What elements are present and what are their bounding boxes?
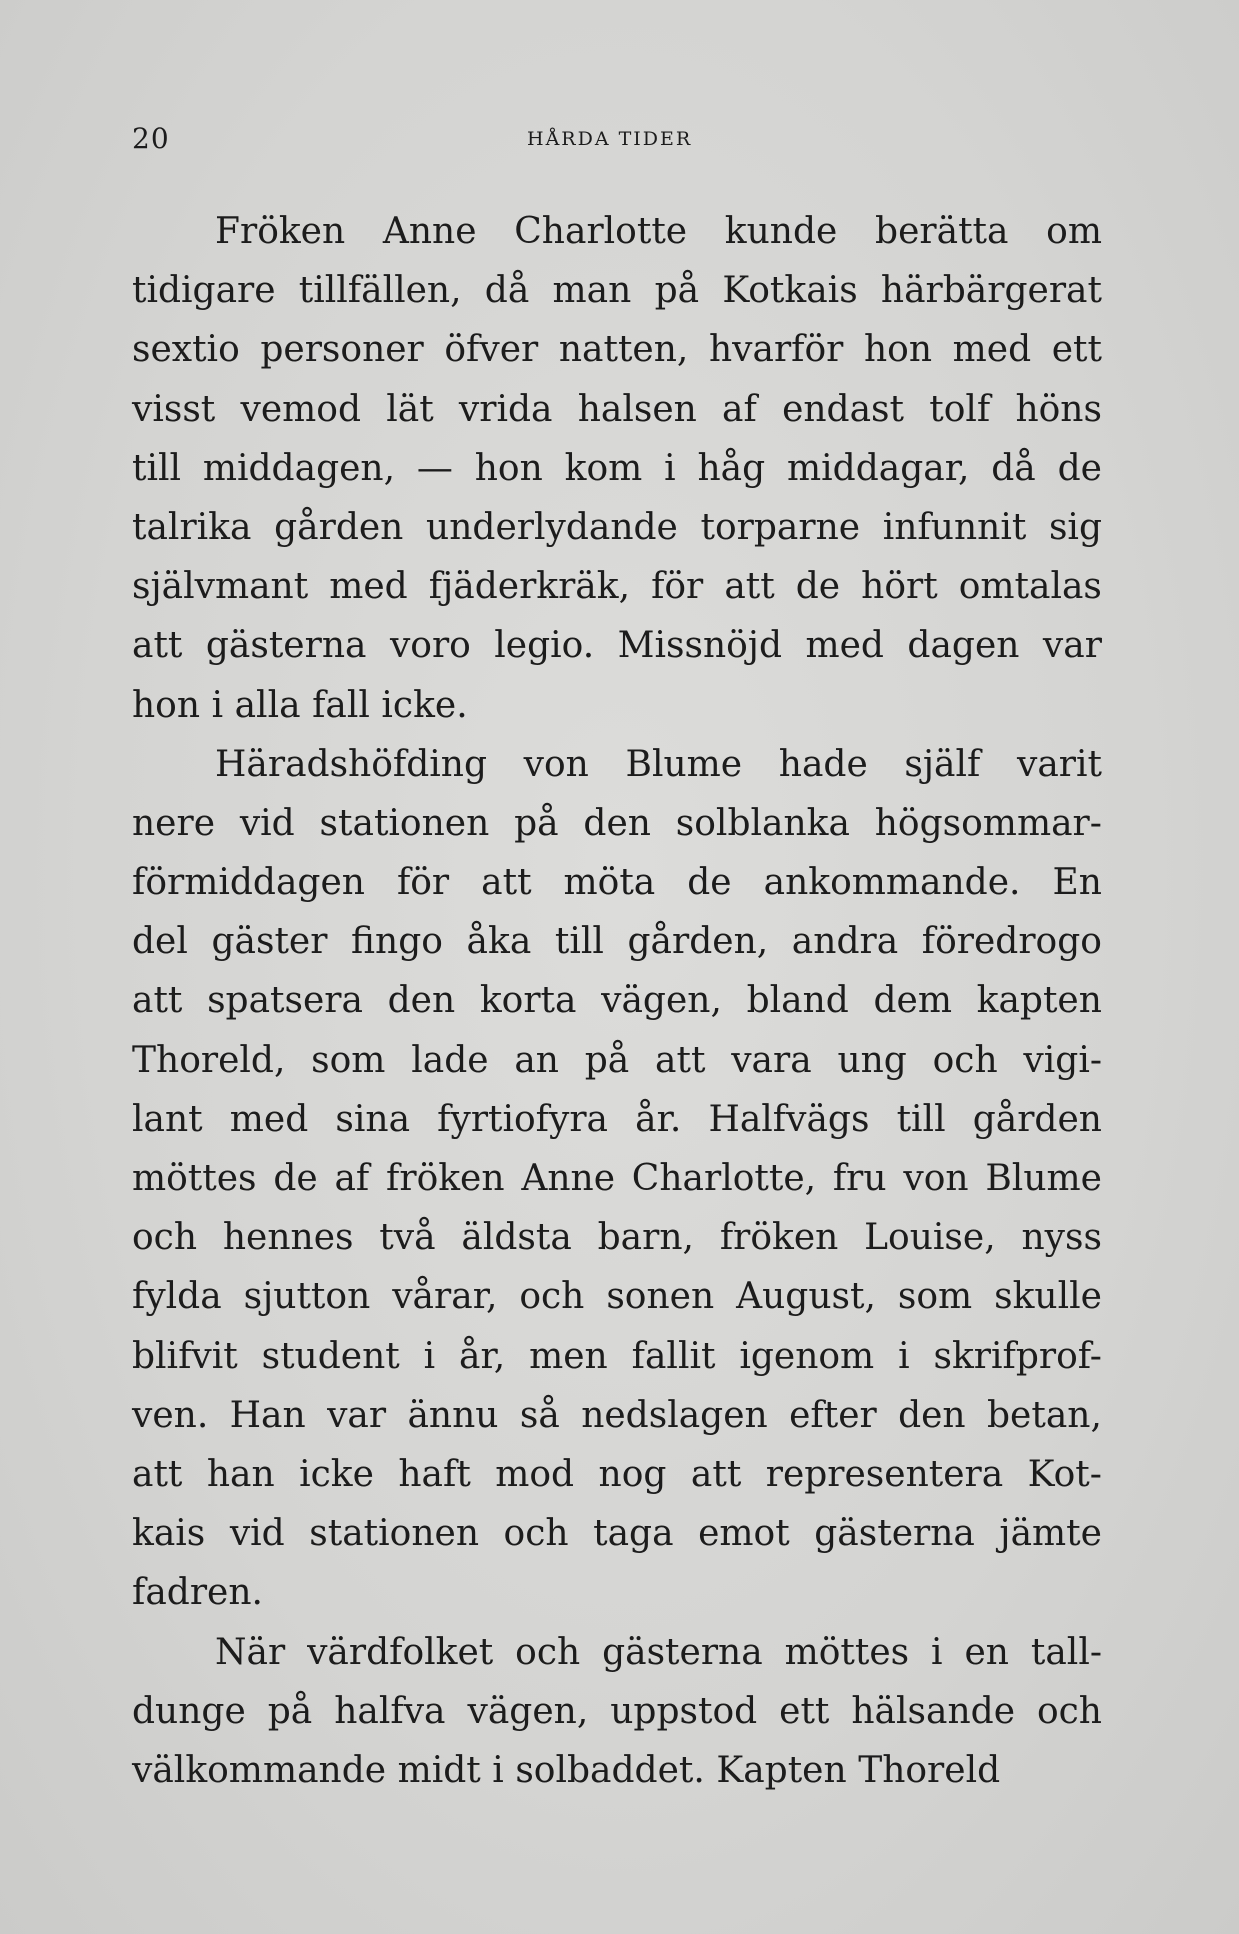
word: på [267,1690,313,1732]
word: ung [837,1039,907,1081]
word: af [334,1158,370,1199]
word: på [654,270,700,312]
word: fjäderkräk, [428,566,631,608]
word: Fröken [215,211,346,252]
text-line [132,1445,1102,1504]
word: fröken [719,1217,839,1259]
word: vrida [458,388,553,430]
word: men [529,1335,608,1377]
word: att [481,862,532,904]
word: gården, [627,921,769,963]
text-line [132,794,1102,853]
word: stationen [319,802,490,844]
word: och [515,1631,581,1673]
word: själf [904,743,981,785]
word: — [416,447,453,489]
word: han [206,1453,275,1495]
text-line [132,735,1102,794]
text-line [132,1267,1102,1326]
word: de [1057,447,1102,489]
word: Charlotte [514,211,688,252]
word: solbaddet. [515,1749,705,1791]
text-line [132,1741,1102,1800]
word: Anne [521,1158,616,1199]
word: vägen, [601,980,722,1022]
word: hört [861,566,938,608]
word: fadren. [132,1572,263,1614]
word: endast [782,388,905,430]
word: talrika [132,506,252,548]
word: hälsande [851,1690,1015,1732]
word: år. [635,1098,682,1140]
word: skulle [994,1276,1102,1318]
word: sina [335,1098,411,1140]
word: Thoreld [858,1749,1001,1791]
word: stationen [309,1513,479,1555]
word: kunde [724,211,838,252]
word: som [311,1039,386,1081]
word: man [552,270,632,312]
text-line [132,498,1102,557]
word: Häradshöfding [215,743,488,785]
word: spatsera [207,980,363,1022]
running-title: HÅRDA TIDER [527,128,693,150]
word: halfva [334,1690,446,1732]
word: de [273,1158,318,1199]
word: nyss [1021,1217,1102,1259]
word: kais [132,1513,206,1555]
text-line [132,676,1102,735]
word: nedslagen [581,1394,768,1436]
word: på [584,1039,630,1081]
word: an [514,1039,559,1081]
word: med [805,625,884,667]
word: Kotkais [722,270,858,312]
word: gården [972,1098,1102,1140]
word: i [492,1749,504,1791]
body-text [132,202,1102,1800]
word: representera [765,1453,1004,1495]
word: vemod [240,388,361,430]
word: fylda [132,1276,222,1318]
word: betan, [987,1394,1102,1436]
word: härbärgerat [880,270,1102,312]
word: del [132,921,188,963]
word: von [903,1158,969,1199]
word: berätta [875,211,1009,252]
word: natten, [558,329,689,371]
word: af [722,388,757,430]
word: fru [832,1158,887,1199]
word: som [897,1276,973,1318]
word: nog [598,1453,667,1495]
word: dem [873,980,952,1022]
word: student [261,1335,400,1377]
word: lant [132,1098,203,1140]
word: Louise, [864,1217,996,1259]
word: om [1046,211,1102,252]
text-line [132,616,1102,675]
word: kom [564,447,643,489]
text-line [132,1149,1102,1208]
word: i [423,1335,436,1377]
page-number: 20 [132,122,170,155]
word: att [132,625,183,667]
text-line [132,853,1102,912]
word: ven. [132,1394,209,1436]
word: i [211,684,224,726]
text-line [132,1208,1102,1267]
word: de [687,862,732,904]
word: lade [411,1039,489,1081]
word: hennes [222,1217,354,1259]
word: den [583,802,651,844]
text-line [132,1504,1102,1563]
word: äldsta [461,1217,572,1259]
text-line [132,1090,1102,1149]
word: barn, [597,1217,694,1259]
word: torparne [700,506,861,548]
word: då [991,447,1036,489]
word: haft [398,1453,471,1495]
word: kapten [976,980,1102,1022]
word: förmiddagen [132,862,365,904]
word: Blume [985,1158,1102,1199]
word: hon [132,684,201,726]
word: vägen, [467,1690,589,1732]
text-line [132,1031,1102,1090]
word: hon [863,329,933,371]
word: välkommande [132,1749,387,1791]
word: gästerna [205,625,367,667]
word: med [952,329,1032,371]
word: lät [386,388,434,430]
word: vårar, [392,1276,498,1318]
word: icke [299,1453,374,1495]
word: emot [698,1513,790,1555]
word: ett [779,1690,830,1732]
word: von [523,743,589,785]
word: igenom [739,1335,875,1377]
word: vara [731,1039,812,1081]
text-line [132,439,1102,498]
word: ett [1051,329,1102,371]
word: Kapten [716,1749,847,1791]
word: Thoreld, [132,1039,286,1081]
word: håg [697,447,766,489]
word: personer [260,329,424,371]
word: tillfällen, [298,270,462,312]
word: med [229,1098,309,1140]
word: voro [389,625,471,667]
word: sextio [132,329,240,371]
word: fyrtiofyra [437,1098,609,1140]
word: var [327,1394,387,1436]
word: hon [474,447,543,489]
word: vid [229,1513,285,1555]
word: taga [593,1513,674,1555]
word: möta [563,862,656,904]
word: att [655,1039,706,1081]
word: dagen [907,625,1020,667]
word: ännu [407,1394,499,1436]
text-line [132,320,1102,379]
word: Blume [625,743,743,785]
word: August, [736,1276,876,1318]
word: Charlotte, [631,1158,817,1199]
text-line [132,1563,1102,1622]
word: att [690,1453,742,1495]
word: Kot- [1027,1453,1102,1495]
word: ankommande. [763,862,1021,904]
word: En [1052,862,1102,904]
word: att [132,980,183,1022]
word: tolf [929,388,991,430]
word: år, [459,1335,506,1377]
word: hvarför [708,329,844,371]
word: för [651,566,704,608]
word: möttes [132,1158,257,1199]
word: blifvit [132,1335,238,1377]
word: omtalas [958,566,1102,608]
word: på [514,802,559,844]
word: legio. [494,625,595,667]
word: och [132,1217,198,1259]
text-line [132,1386,1102,1445]
word: nere [132,802,216,844]
word: jämte [999,1513,1102,1555]
word: värdfolket [307,1631,494,1673]
text-line [132,1327,1102,1386]
running-head [132,122,1102,162]
text-line [132,380,1102,439]
word: högsommar- [874,802,1102,844]
word: en [964,1631,1009,1673]
text-line [132,202,1102,261]
word: gäster [211,921,328,963]
word: den [898,1394,966,1436]
word: underlydande [426,506,678,548]
word: När [215,1631,286,1673]
word: med [329,566,408,608]
word: möttes [784,1631,910,1673]
word: föredrogo [921,921,1102,963]
word: skrifprof- [933,1335,1102,1377]
word: Han [229,1394,306,1436]
word: fröken [386,1158,505,1199]
word: och [519,1276,585,1318]
word: att [132,1453,183,1495]
text-line [132,912,1102,971]
word: dunge [132,1690,246,1732]
word: infunnit [882,506,1027,548]
word: middagar, [787,447,970,489]
word: åka [466,921,532,963]
word: Halfvägs [708,1098,870,1140]
word: middagen, [202,447,396,489]
word: för [396,862,450,904]
word: tidigare [132,270,276,312]
word: Anne [382,211,477,252]
word: gästerna [814,1513,975,1555]
word: den [387,980,456,1022]
word: varit [1016,743,1102,785]
word: då [484,270,530,312]
word: halsen [577,388,697,430]
text-line [132,261,1102,320]
word: alla [234,684,301,726]
word: till [554,921,604,963]
word: och [503,1513,569,1555]
text-line [132,971,1102,1030]
word: vid [239,802,295,844]
word: och [932,1039,998,1081]
text-line [132,1682,1102,1741]
word: i [664,447,676,489]
word: höns [1015,388,1102,430]
word: och [1036,1690,1102,1732]
word: Missnöjd [617,625,783,667]
word: till [132,447,182,489]
word: hade [778,743,868,785]
word: var [1042,625,1102,667]
word: andra [791,921,899,963]
word: fall [312,684,370,726]
word: icke. [381,684,468,726]
word: till [896,1098,946,1140]
word: vigi- [1023,1039,1102,1081]
word: sonen [606,1276,715,1318]
word: korta [479,980,577,1022]
word: självmant [132,566,309,608]
word: gården [274,506,404,548]
word: så [519,1394,560,1436]
word: gästerna [602,1631,763,1673]
word: att [724,566,775,608]
word: två [379,1217,436,1259]
word: sig [1048,506,1102,548]
word: uppstod [610,1690,758,1732]
text-line [132,1623,1102,1682]
word: mod [495,1453,575,1495]
word: öfver [444,329,539,371]
text-line [132,557,1102,616]
word: i [898,1335,910,1377]
word: fallit [631,1335,716,1377]
word: visst [132,388,216,430]
word: midt [397,1749,481,1791]
word: efter [789,1394,877,1436]
word: i [931,1631,943,1673]
word: solblanka [675,802,850,844]
word: fingo [351,921,443,963]
word: bland [746,980,849,1022]
word: sjutton [243,1276,371,1318]
word: tall- [1030,1631,1102,1673]
word: de [795,566,841,608]
